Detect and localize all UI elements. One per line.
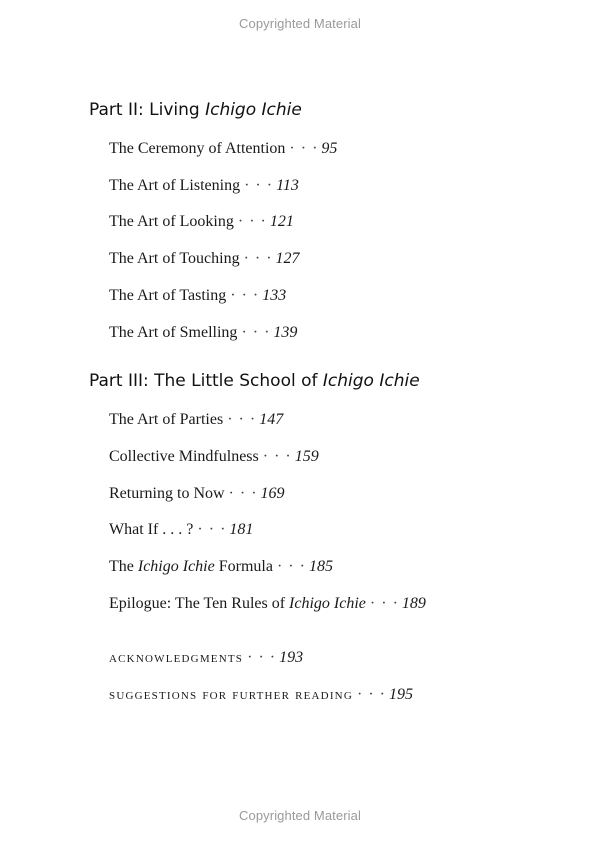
toc-entry-further-reading[interactable]: suggestions for further reading · · · 195	[109, 686, 413, 703]
toc-entry[interactable]: Collective Mindfulness · · · 159	[109, 448, 319, 465]
toc-entry[interactable]: The Ichigo Ichie Formula · · · 185	[109, 558, 333, 575]
copyright-watermark-top: Copyrighted Material	[239, 16, 361, 31]
toc-entry[interactable]: The Art of Touching · · · 127	[109, 250, 300, 267]
toc-entry-acknowledgments[interactable]: acknowledgments · · · 193	[109, 649, 304, 666]
toc-entry[interactable]: The Art of Tasting · · · 133	[109, 287, 287, 304]
toc-entry[interactable]: The Art of Parties · · · 147	[109, 411, 284, 428]
part-iii-heading: Part III: The Little School of Ichigo Ichie	[89, 371, 420, 391]
toc-entry[interactable]: The Art of Smelling · · · 139	[109, 324, 298, 341]
toc-entry[interactable]: The Art of Looking · · · 121	[109, 213, 294, 230]
toc-entry[interactable]: What If . . . ? · · · 181	[109, 521, 254, 538]
toc-entry[interactable]: The Ceremony of Attention · · · 95	[109, 140, 338, 157]
copyright-watermark-bottom: Copyrighted Material	[239, 808, 361, 823]
toc-entry[interactable]: Epilogue: The Ten Rules of Ichigo Ichie · · · 189	[109, 595, 426, 612]
toc-entry[interactable]: Returning to Now · · · 169	[109, 485, 285, 502]
toc-entry[interactable]: The Art of Listening · · · 113	[109, 177, 299, 194]
part-ii-heading: Part II: Living Ichigo Ichie	[89, 100, 302, 120]
